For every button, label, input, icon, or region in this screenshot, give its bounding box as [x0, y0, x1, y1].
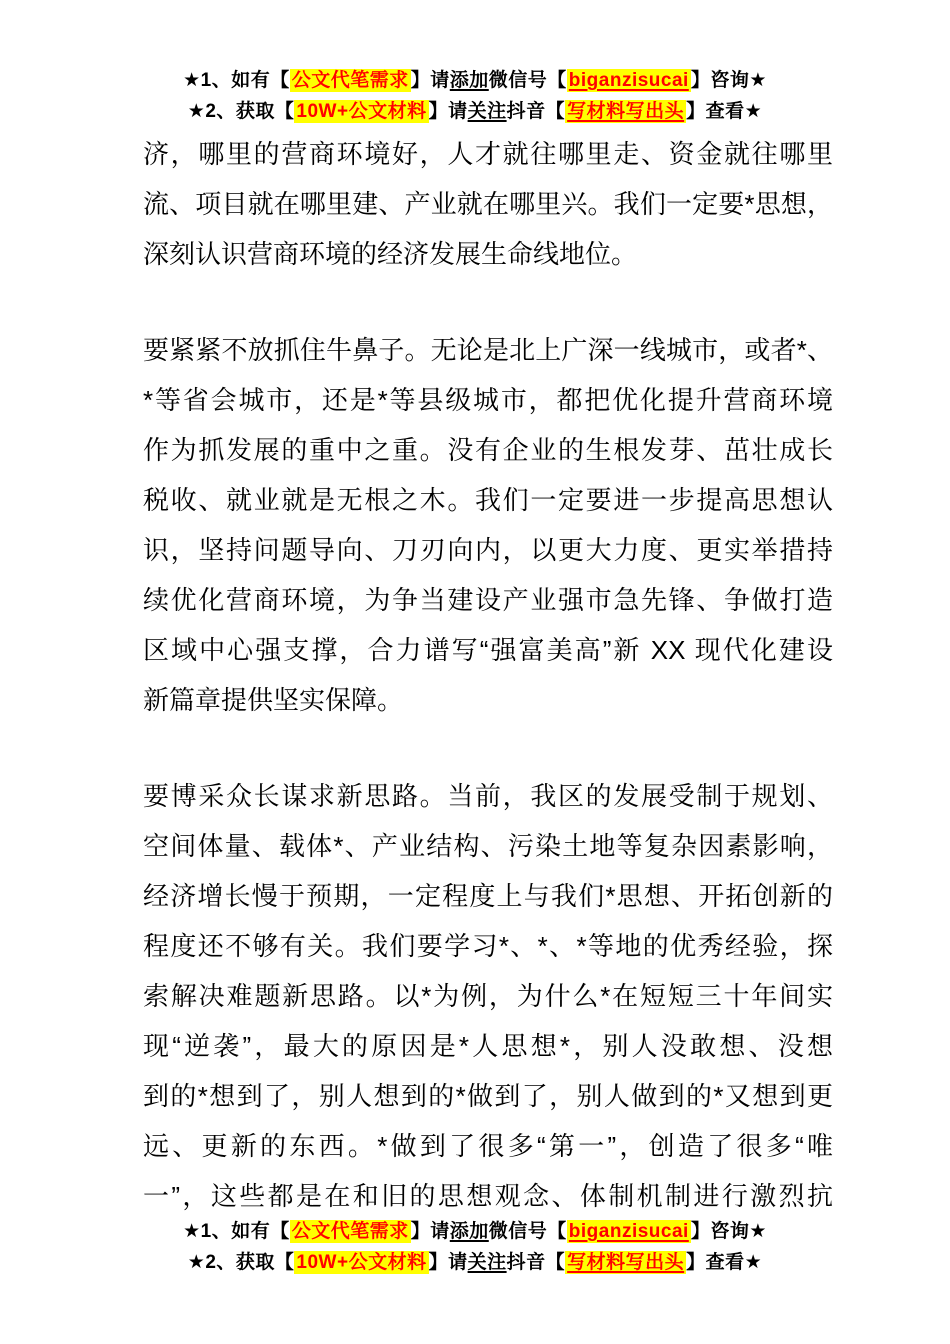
body-text-line: 现“逆袭”，最大的原因是*人思想*，别人没敢想、没想	[143, 1031, 833, 1061]
promo-underlined-text: 关注	[467, 101, 507, 122]
body-text-line: 要紧紧不放抓住牛鼻子。无论是北上广深一线城市，或者*、	[143, 335, 833, 365]
promo-text: 】请	[428, 1252, 468, 1273]
promo-text: ★2、获取【	[187, 1252, 295, 1273]
body-paragraph-3	[143, 771, 833, 1221]
footer-promo	[0, 1216, 950, 1278]
promo-underlined-text: 添加	[449, 70, 489, 91]
promo-highlight-account: biganzisucai	[568, 1221, 689, 1242]
body-text-line: 济，哪里的营商环境好，人才就往哪里走、资金就往哪里	[143, 139, 833, 169]
promo-text: 】请	[410, 1221, 450, 1242]
body-text-line: 远、更新的东西。*做到了很多“第一”，创造了很多“唯	[143, 1131, 833, 1161]
promo-underlined-text: 关注	[467, 1252, 507, 1273]
body-text-line: 程度还不够有关。我们要学习*、*、*等地的优秀经验，探	[143, 931, 833, 961]
promo-highlight-account: 写材料写出头	[567, 1252, 685, 1273]
body-text-line: 空间体量、载体*、产业结构、污染土地等复杂因素影响，	[143, 831, 833, 861]
body-text-line: 深刻认识营商环境的经济发展生命线地位。	[143, 239, 638, 269]
promo-text: 】咨询★	[690, 70, 767, 91]
body-text-line: 要博采众长谋求新思路。当前，我区的发展受制于规划、	[143, 781, 833, 811]
promo-underlined-text: 添加	[449, 1221, 489, 1242]
body-text-line: 流、项目就在哪里建、产业就在哪里兴。我们一定要*思想，	[143, 189, 833, 219]
body-text-line: 索解决难题新思路。以*为例，为什么*在短短三十年间实	[143, 981, 833, 1011]
promo-highlight-account: biganzisucai	[568, 70, 689, 91]
header-promo-line-1	[0, 65, 950, 96]
header-promo	[0, 0, 950, 127]
body-text-line: 到的*想到了，别人想到的*做到了，别人做到的*又想到更	[143, 1081, 833, 1111]
footer-promo-line-1	[0, 1216, 950, 1247]
promo-text: ★1、如有【	[183, 1221, 290, 1242]
promo-highlight-text: 公文代笔需求	[291, 70, 409, 91]
body-text-line: *等省会城市，还是*等县级城市，都把优化提升营商环境	[143, 385, 833, 415]
body-text-line: 续优化营商环境，为争当建设产业强市急先锋、争做打造	[143, 585, 833, 615]
document-body	[143, 129, 833, 1221]
promo-text: 】请	[428, 101, 468, 122]
promo-text: 】咨询★	[690, 1221, 767, 1242]
promo-text: 抖音【	[506, 1252, 566, 1273]
promo-text: 微信号【	[488, 1221, 567, 1242]
body-paragraph-2	[143, 325, 833, 725]
body-text-line: 税收、就业就是无根之木。我们一定要进一步提高思想认	[143, 485, 833, 515]
header-promo-line-2	[0, 96, 950, 127]
promo-highlight-text: 公文代笔需求	[291, 1221, 409, 1242]
footer-promo-line-2	[0, 1247, 950, 1278]
promo-text: 】查看★	[686, 101, 763, 122]
body-paragraph-1	[143, 129, 833, 279]
promo-highlight-text: 10W+公文材料	[296, 101, 427, 122]
promo-text: 】请	[410, 70, 450, 91]
body-text-line: 一”，这些都是在和旧的思想观念、体制机制进行激烈抗	[143, 1181, 833, 1211]
promo-text: 】查看★	[686, 1252, 763, 1273]
body-text-line: 识，坚持问题导向、刀刃向内，以更大力度、更实举措持	[143, 535, 833, 565]
body-text-line: 作为抓发展的重中之重。没有企业的生根发芽、茁壮成长	[143, 435, 833, 465]
body-text-line: 区域中心强支撑，合力谱写“强富美高”新 XX 现代化建设	[143, 635, 833, 665]
promo-highlight-account: 写材料写出头	[567, 101, 685, 122]
body-text-line: 新篇章提供坚实保障。	[143, 685, 404, 715]
promo-highlight-text: 10W+公文材料	[296, 1252, 427, 1273]
promo-text: ★2、获取【	[187, 101, 295, 122]
body-text-line: 经济增长慢于预期，一定程度上与我们*思想、开拓创新的	[143, 881, 833, 911]
promo-text: 微信号【	[488, 70, 567, 91]
promo-text: 抖音【	[506, 101, 566, 122]
promo-text: ★1、如有【	[183, 70, 290, 91]
